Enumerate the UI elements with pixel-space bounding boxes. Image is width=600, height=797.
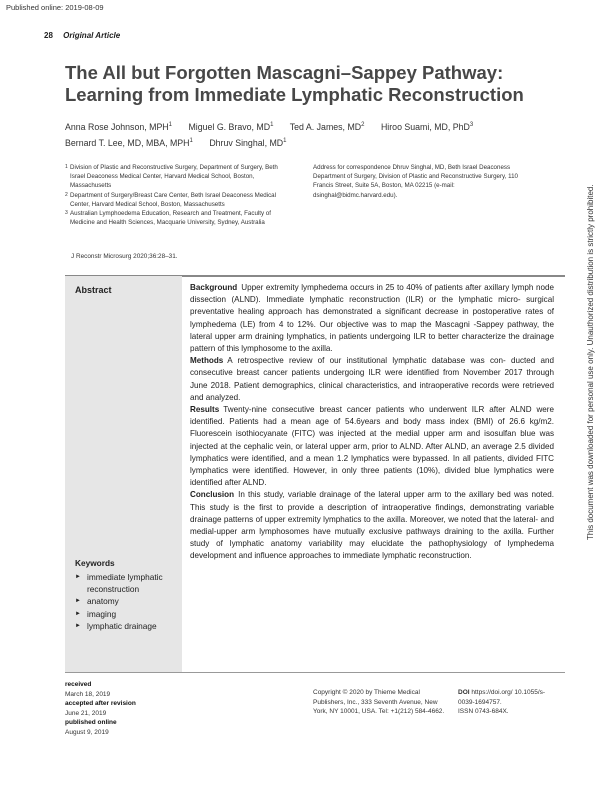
author: Miguel G. Bravo, $MD^1$	[188, 121, 274, 132]
doi-link[interactable]: https://doi.org/ 10.1055/s-0039-1694757.	[458, 689, 546, 706]
arrow-bullet-icon: ►	[75, 574, 81, 580]
keyword-item: ► lymphatic drainage	[75, 620, 157, 631]
abstract-heading: Abstract	[75, 285, 112, 295]
keyword-item: ► imaging	[75, 608, 117, 619]
correspondence-address: Address for correspondence Dhruv Singhal, MD, Beth Israel Deaconess Department of Surgery, Division of Plastic and Reconstructive Surgery, 110 Francis Street, Suite 5A, Boston, MA 02215 (e-mail: dsinghal@bidmc.harvard.edu).	[313, 164, 518, 199]
keyword-item: ► anatomy	[75, 596, 119, 607]
bottom-rule	[65, 672, 565, 673]
keywords-heading: Keywords	[75, 558, 115, 568]
affiliations	[65, 163, 290, 227]
download-notice: This document was downloaded for personal use only. Unauthorized distribution is strictly prohibited.	[586, 184, 595, 540]
published-date: Published online: 2019-08-09	[6, 3, 104, 12]
copyright-notice: Copyright © 2020 by Thieme Medical Publishers, Inc., 333 Seventh Avenue, New York, NY 10001, USA. Tel: +1(212) 584-4662.	[313, 689, 445, 715]
arrow-bullet-icon: ►	[75, 610, 81, 617]
affiliation: 2 Department of Surgery/Breast Care Center, Beth Israel Deaconess Medical Center, Harvard Medical School, Boston, Massachusetts	[65, 191, 277, 208]
affiliation: 1 Division of Plastic and Reconstructive Surgery, Department of Surgery, Beth Israel Deaconess Medical Center, Harvard Medical School, Boston, Massachusetts	[65, 164, 278, 190]
arrow-bullet-icon: ►	[75, 622, 81, 629]
author: Dhruv Singhal, $MD^1$	[209, 137, 287, 148]
section-label: Original Article	[63, 31, 121, 40]
running-header	[44, 31, 120, 40]
page-number: 28	[44, 31, 53, 40]
abstract-results: Results Twenty-nine consecutive breast cancer patients who underwent ILR after ALND were identified. Patients had a mean age of 54.6years and body mass index (BMI) of 26.6 kg/m2. Fluorescein isothiocyanate (FITC) was injected at the medial upper arm and isosulfan blue was injected at the cephalic vein, or lateral upper arm, prior to ALND. After ALND, an average 2.5 divided lymphatics were identified, and a mean 1.2 lymphatics were bypassed. In all patients, divided FITC lymphatics were identified. However, in only three patients (10%), divided blue lymphatics were identified after ALND.	[190, 405, 554, 488]
citation: J Reconstr Microsurg 2020;36:28–31.	[71, 253, 178, 260]
doi-block: DOI https://doi.org/ 10.1055/s-0039-1694757. ISSN 0743-684X.	[458, 689, 546, 715]
arrow-bullet-icon: ►	[75, 598, 81, 605]
affiliation: 3 Australian Lymphoedema Education, Research and Treatment, Faculty of Medicine and Health Sciences, Macquarie University, Sydney, Australia	[65, 210, 271, 227]
author: Anna Rose Johnson, MPH$^1$	[65, 121, 173, 132]
abstract-body	[190, 282, 554, 563]
author: Hiroo Suami, MD, PhD$^3$	[380, 121, 474, 132]
author-list	[65, 118, 545, 150]
keyword-item: ► immediate lymphatic reconstruction	[75, 572, 163, 595]
keywords-list	[75, 571, 177, 632]
history-dates: received March 18, 2019 accepted after revision June 21, 2019 published online August 9, 2019	[65, 681, 136, 736]
abstract-background: Background Upper extremity lymphedema occurs in 25 to 40% of patients after axillary lymph node dissection (ALND). Immediate lymphatic reconstruction (ILR) or the lymphatic micro- surgical preventative healing approach has demonstrated a significant decrease in postoperative rates of lymphedema (LE) from 4 to 12%. Our objective was to map the Mascagni -Sappey pathway, the lateral upper arm draining lymphatics, in patients undergoing ILR to better characterize the drainage pattern of this lymphosome to the axilla.	[190, 283, 554, 354]
abstract-conclusion: Conclusion In this study, variable drainage of the lateral upper arm to the axillary bed was noted. This study is the first to provide a description of intraoperative findings, demonstrating variable drainage patterns of upper extremity lymphatics to the axilla. Moreover, we noted that the lateral- and medial-upper arm lymphosomes have mutually exclusive pathways draining to the axilla. Further study of lymphatic anatomy variability may elucidate the pathophysiology of lymphedema development and influence approaches to immediate lymphatic reconstruction.	[190, 490, 554, 561]
abstract-methods: Methods A retrospective review of our institutional lymphatic database was con- ducted and consecutive breast cancer patients undergoing ILR were identified from November 2017 through June 2018. Patient demographics, clinical characteristics, and intraoperative records were retrieved and analyzed.	[190, 356, 554, 402]
author: Ted A. James, $MD^2$	[289, 121, 365, 132]
article-title: The All but Forgotten Mascagni–Sappey Pathway: Learning from Immediate Lymphatic Reconstruction	[65, 62, 524, 105]
author: Bernard T. Lee, MD, MBA, MPH$^1$	[65, 137, 193, 148]
